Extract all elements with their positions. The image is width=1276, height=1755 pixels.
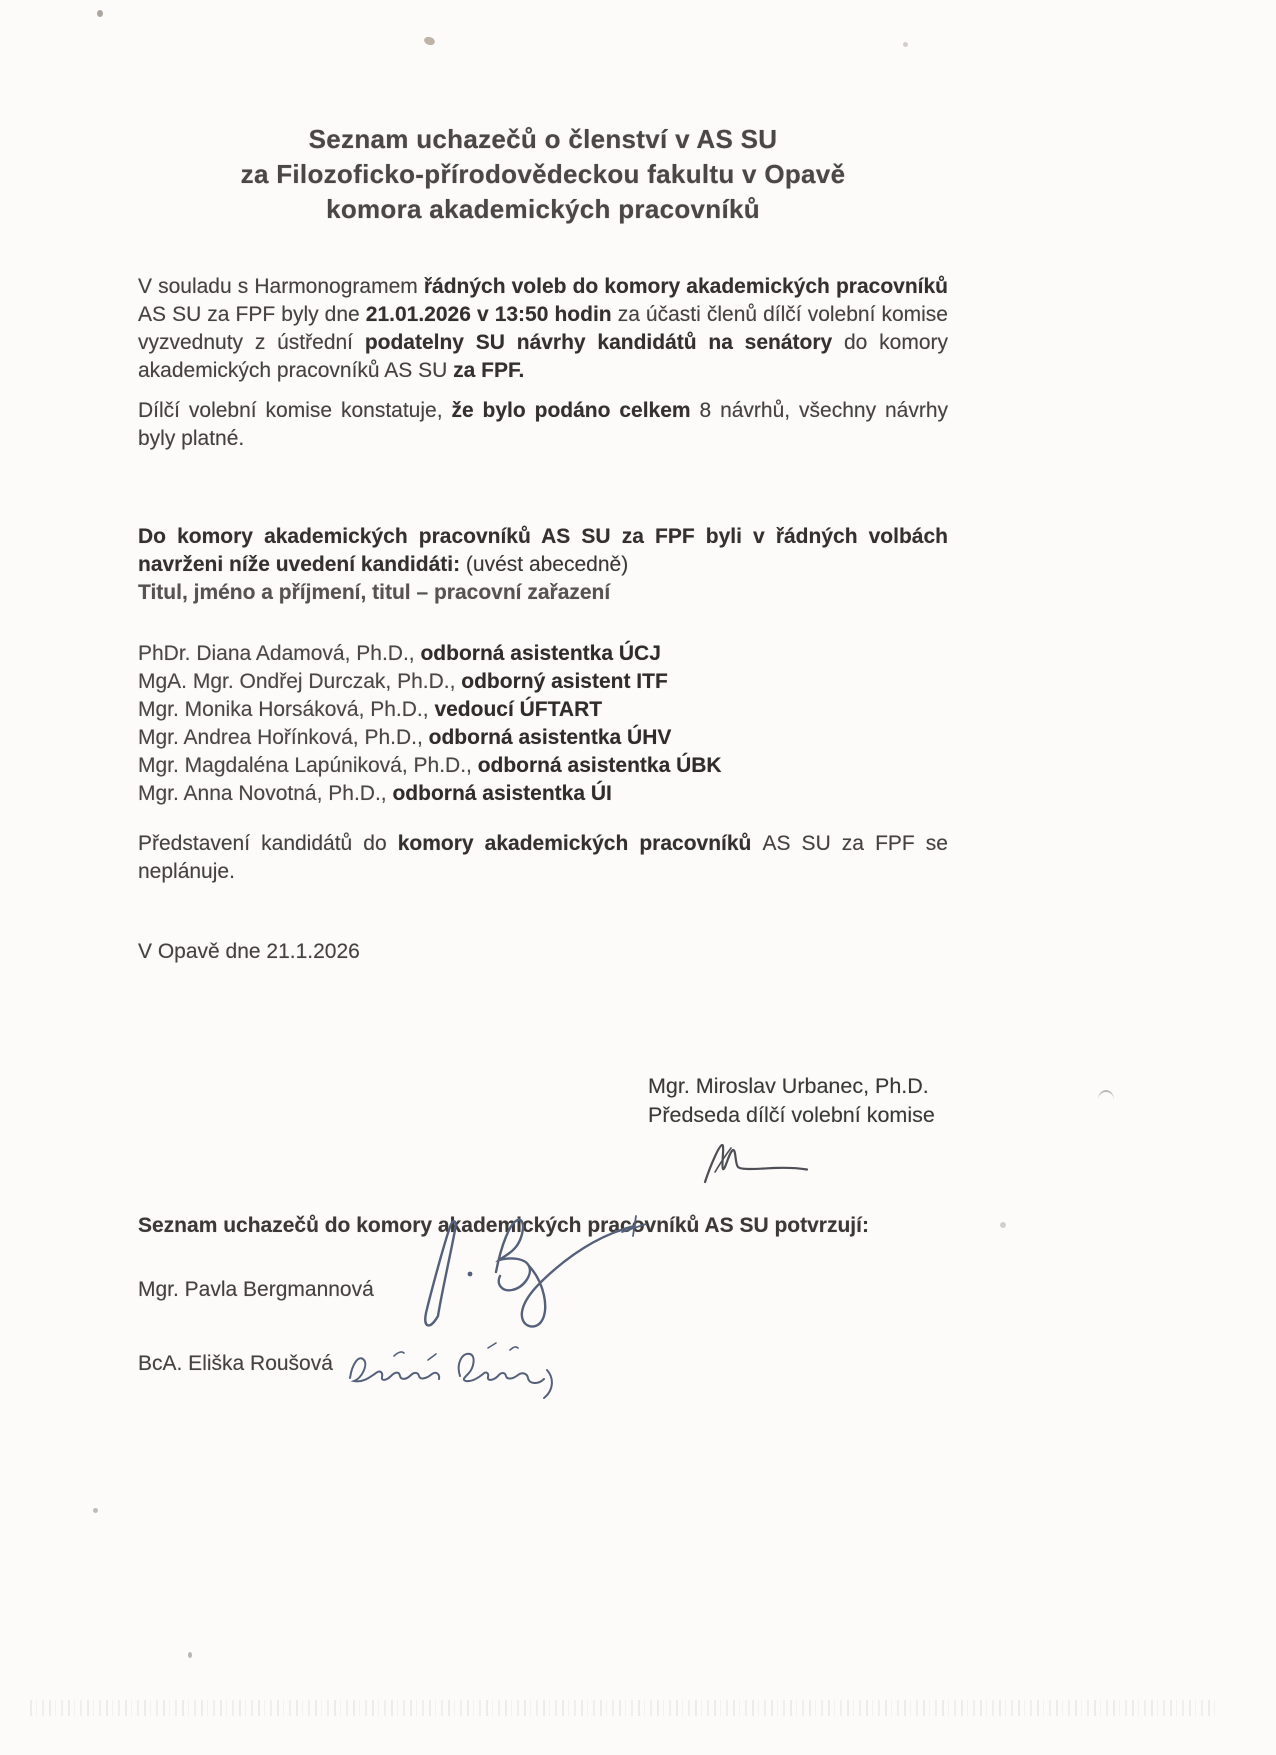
candidate-row (138, 640, 948, 668)
paragraph-predstaveni: Představení kandidátů do komory akademických pracovníků AS SU za FPF se neplánuje. (138, 832, 948, 883)
candidate-row (138, 780, 948, 808)
candidate-role: odborná asistentka ÚCJ (420, 642, 661, 665)
rousova-signature (342, 1336, 562, 1406)
section-candidates-intro (138, 523, 948, 607)
chair-block (648, 1072, 935, 1130)
candidate-row (138, 752, 948, 780)
candidate-role: odborná asistentka ÚI (392, 782, 612, 805)
candidate-role: odborná asistentka ÚBK (477, 754, 722, 777)
scan-speck (423, 35, 436, 46)
document-title (138, 122, 948, 227)
intro-note: (uvést abecedně) (465, 553, 629, 576)
urbanec-signature (695, 1138, 820, 1186)
candidate-name: PhDr. Diana Adamová, Ph.D., (138, 642, 421, 665)
scan-speck (93, 1508, 98, 1513)
signer-bergmannova-name: Mgr. Pavla Bergmannová (138, 1278, 374, 1301)
candidate-role: vedoucí ÚFTART (434, 698, 603, 721)
candidate-row (138, 668, 948, 696)
title-line-1: Seznam uchazečů o členství v AS SU (308, 124, 778, 154)
candidate-name: Mgr. Andrea Hořínková, Ph.D., (138, 726, 429, 749)
candidate-list (138, 640, 948, 808)
candidate-role: odborná asistentka ÚHV (428, 726, 672, 749)
chair-role: Předseda dílčí volební komise (648, 1103, 935, 1127)
candidate-name: MgA. Mgr. Ondřej Durczak, Ph.D., (138, 670, 462, 693)
title-line-2: za Filozoficko-přírodovědeckou fakultu v Opavě (240, 159, 846, 189)
bergmannova-signature (398, 1212, 658, 1347)
paragraph-komise-konstatuje: Dílčí volební komise konstatuje, že bylo podáno celkem 8 návrhů, všechny návrhy byly platné. (138, 399, 949, 450)
scan-speck (1000, 1222, 1006, 1228)
title-line-3: komora akademických pracovníků (326, 194, 760, 224)
candidate-role: odborný asistent ITF (461, 670, 668, 693)
scan-noise-band (30, 1700, 1216, 1716)
scan-speck (97, 10, 103, 17)
candidate-name: Mgr. Monika Horsáková, Ph.D., (138, 698, 435, 721)
candidate-name: Mgr. Magdaléna Lapúniková, Ph.D., (138, 754, 478, 777)
format-line: Titul, jméno a příjmení, titul – pracovní zařazení (138, 581, 611, 604)
scan-speck (188, 1652, 192, 1658)
candidate-row (138, 696, 948, 724)
intro-bold-text: Do komory akademických pracovníků AS SU za FPF byli v řádných volbách navrženi níže uvedení kandidáti: (138, 525, 948, 576)
confirm-line: Seznam uchazečů do komory akademických pracovníků AS SU potvrzují: (138, 1214, 869, 1237)
signer-rousova-name: BcA. Eliška Roušová (138, 1352, 333, 1375)
scan-speck (903, 42, 908, 47)
scan-stray-mark (1098, 1090, 1114, 1100)
candidate-name: Mgr. Anna Novotná, Ph.D., (138, 782, 393, 805)
chair-name: Mgr. Miroslav Urbanec, Ph.D. (648, 1074, 929, 1098)
paragraph-harmonogram: V souladu s Harmonogramem řádných voleb do komory akademických pracovníků AS SU za FPF byly dne 21.01.2026 v 13:50 hodin za účasti členů dílčí volební komise vyzvednuty z ústřední podatelny SU návrhy kandidátů na senátory do komory akademických pracovníků AS SU za FPF. (138, 275, 949, 382)
date-line: V Opavě dne 21.1.2026 (138, 940, 360, 963)
candidate-row (138, 724, 948, 752)
